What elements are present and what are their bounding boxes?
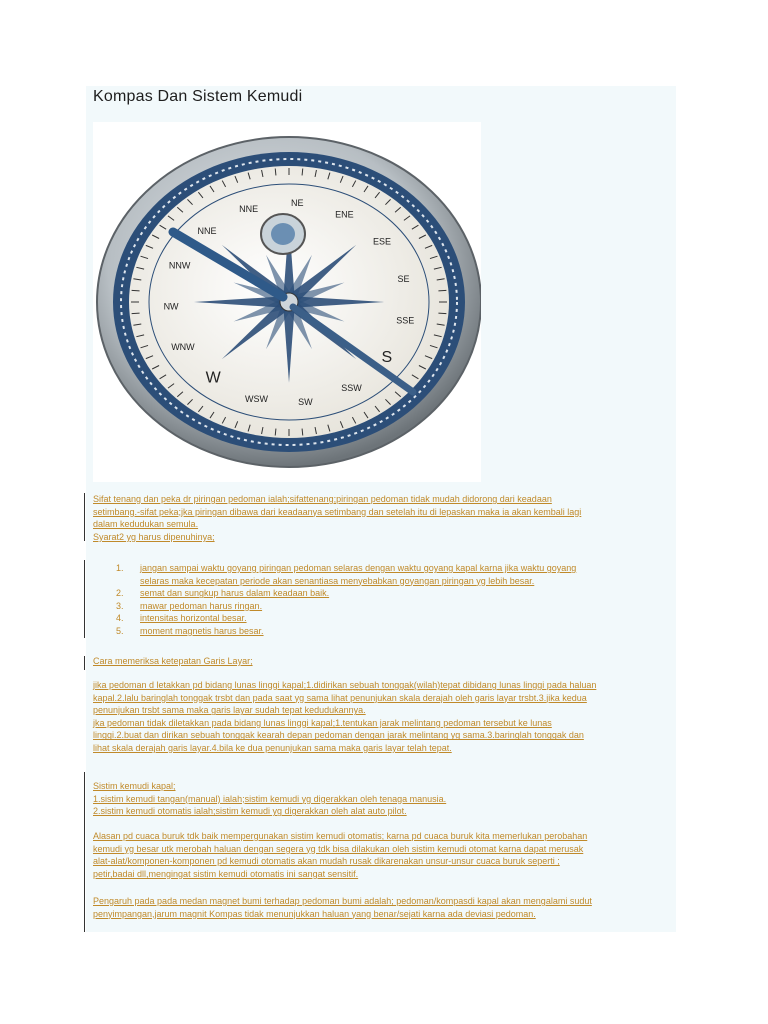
compass-point-label: S <box>381 348 393 366</box>
compass-point-label: NW <box>163 301 179 312</box>
text-line: Pengaruh pada pada medan magnet bumi terhadap pedoman bumi adalah; pedoman/kompasdi kapal akan mengalami sudut <box>93 896 592 906</box>
list-number: 1. <box>116 563 124 573</box>
compass-illustration <box>93 122 481 482</box>
compass-point-label: SSE <box>396 315 415 326</box>
text-line: Cara memeriksa ketepatan Garis Layar; <box>93 656 253 666</box>
list-text: mawar pedoman harus ringan. <box>140 600 263 611</box>
list-number: 4. <box>116 613 124 624</box>
list-item <box>116 600 576 613</box>
page-title: Kompas Dan Sistem Kemudi <box>93 88 303 105</box>
tick-mark <box>302 169 303 176</box>
paragraph-sistim-kemudi <box>93 780 446 818</box>
compass-photo <box>93 122 481 482</box>
quote-bar <box>84 656 85 670</box>
list-text: jangan sampai waktu goyang piringan pedoman selaras dengan waktu goyang kapal karna jika waktu goyang <box>140 563 577 573</box>
text-line: petir,badai dll,mengingat sistim kemudi otomatis ini sangat sensitif. <box>93 868 359 879</box>
compass-point-label: NNE <box>239 204 259 215</box>
compass-point-label: W <box>205 369 221 387</box>
compass-point-label: NNW <box>168 260 191 271</box>
tick-mark <box>275 169 276 176</box>
compass-point-label: SW <box>298 397 313 408</box>
tick-mark <box>438 313 446 314</box>
tick-mark <box>438 290 446 291</box>
compass-point-label: SE <box>397 273 410 284</box>
paragraph-sifat <box>93 493 581 543</box>
text-line: linggi.2.buat dan dirikan sebuah tonggak kearah depan pedoman dengan jarak melintang yg sama.3.baringlah tonggak dan <box>93 730 584 741</box>
compass-point-label: NNE <box>197 226 217 237</box>
paragraph-cuaca-buruk <box>93 830 587 880</box>
list-text: intensitas horizontal besar. <box>140 613 247 624</box>
list-number: 3. <box>116 600 124 611</box>
text-line: Sifat tenang dan peka dr piringan pedoman ialah;sifattenang;piringan pedoman tidak mudah didorong dari keadaan <box>93 494 552 504</box>
list-text: selaras maka kecepatan periode akan senantiasa menyebabkan goyangan piringan yg lebih besar. <box>140 575 535 586</box>
text-line: kapal.2.lalu baringlah tonggak trsbt dan pada saat yg sama lihat penunjukan skala derajah oleh garis layar trsbt.3.jika kedua <box>93 692 587 703</box>
tick-mark <box>275 429 276 436</box>
compass-point-label: ESE <box>372 236 391 247</box>
list-text: semat dan sungkup harus dalam keadaan baik. <box>140 588 330 599</box>
text-line: jka pedoman tidak diletakkan pada bidang lunas linggi kapal;1.tentukan jarak melintang pedoman tersebut ke lunas <box>93 717 552 728</box>
text-line: Alasan pd cuaca buruk tdk baik mempergunakan sistim kemudi otomatis; karna pd cuaca buruk kita memerlukan perobahan <box>93 831 588 841</box>
text-line: setimbang.-sifat peka;jka piringan dibawa dari keadaanya setimbang dan setelah itu di lepaskan maka ia akan kembali lagi <box>93 506 582 517</box>
text-line: 1.sistim kemudi tangan(manual) ialah;sistim kemudi yg digerakkan oleh tenaga manusia. <box>93 793 447 804</box>
text-line: jika pedoman d letakkan pd bidang lunas linggi kapal;1.didirikan sebuah tonggak(wilah)tepat dibidang lunas linggi pada haluan <box>93 680 597 690</box>
tick-mark <box>302 429 303 436</box>
paragraph-garis-layar <box>93 679 596 755</box>
list-item <box>116 612 576 625</box>
list-item <box>116 562 576 575</box>
paragraph-medan-magnet <box>93 895 592 920</box>
list-item <box>116 587 576 600</box>
requirements-list <box>116 562 576 638</box>
compass-point-label: SSW <box>341 382 362 393</box>
text-line: penunjukan trsbt sama maka garis layar sudah tepat kedudukannya. <box>93 705 366 716</box>
compass-point-label: NE <box>290 198 304 209</box>
quote-bar <box>84 772 85 932</box>
paragraph-garis-layar-heading <box>93 655 253 668</box>
text-line: dalam kedudukan semula. <box>93 519 199 530</box>
list-number: 5. <box>116 625 124 636</box>
list-item <box>116 575 576 588</box>
text-line: penyimpangan,jarum magnit Kompas tidak menunjukkan haluan yang benar/sejati karna ada deviasi pedoman. <box>93 908 536 919</box>
text-line: alat-alat/komponen-komponen pd kemudi otomatis akan mudah rusak dikarenakan unsur-unsur cuaca buruk seperti ; <box>93 856 560 867</box>
text-line: kemudi yg besar utk merobah haluan dengan segera yg tdk bisa dilakukan oleh sistim kemudi otomat karna dapat merusak <box>93 843 584 854</box>
quote-bar <box>84 493 85 541</box>
list-text: moment magnetis harus besar. <box>140 625 264 636</box>
quote-bar <box>84 560 85 638</box>
text-line: lihat skala derajah garis layar.4.bila ke dua penunjukan sama maka garis layar telah tepat. <box>93 742 452 753</box>
text-line: Sistim kemudi kapal; <box>93 781 176 791</box>
tick-mark <box>132 290 140 291</box>
compass-point-label: WNW <box>171 341 195 352</box>
text-line: 2.sistim kemudi otomatis ialah;sistim kemudi yg digerakkan oleh alat auto pilot. <box>93 806 407 817</box>
compass-point-label: ENE <box>335 209 354 220</box>
list-number: 2. <box>116 588 124 599</box>
text-line: Syarat2 yg harus dipenuhinya; <box>93 531 215 542</box>
list-item <box>116 625 576 638</box>
tick-mark <box>132 313 140 314</box>
compass-point-label: WSW <box>244 394 268 405</box>
